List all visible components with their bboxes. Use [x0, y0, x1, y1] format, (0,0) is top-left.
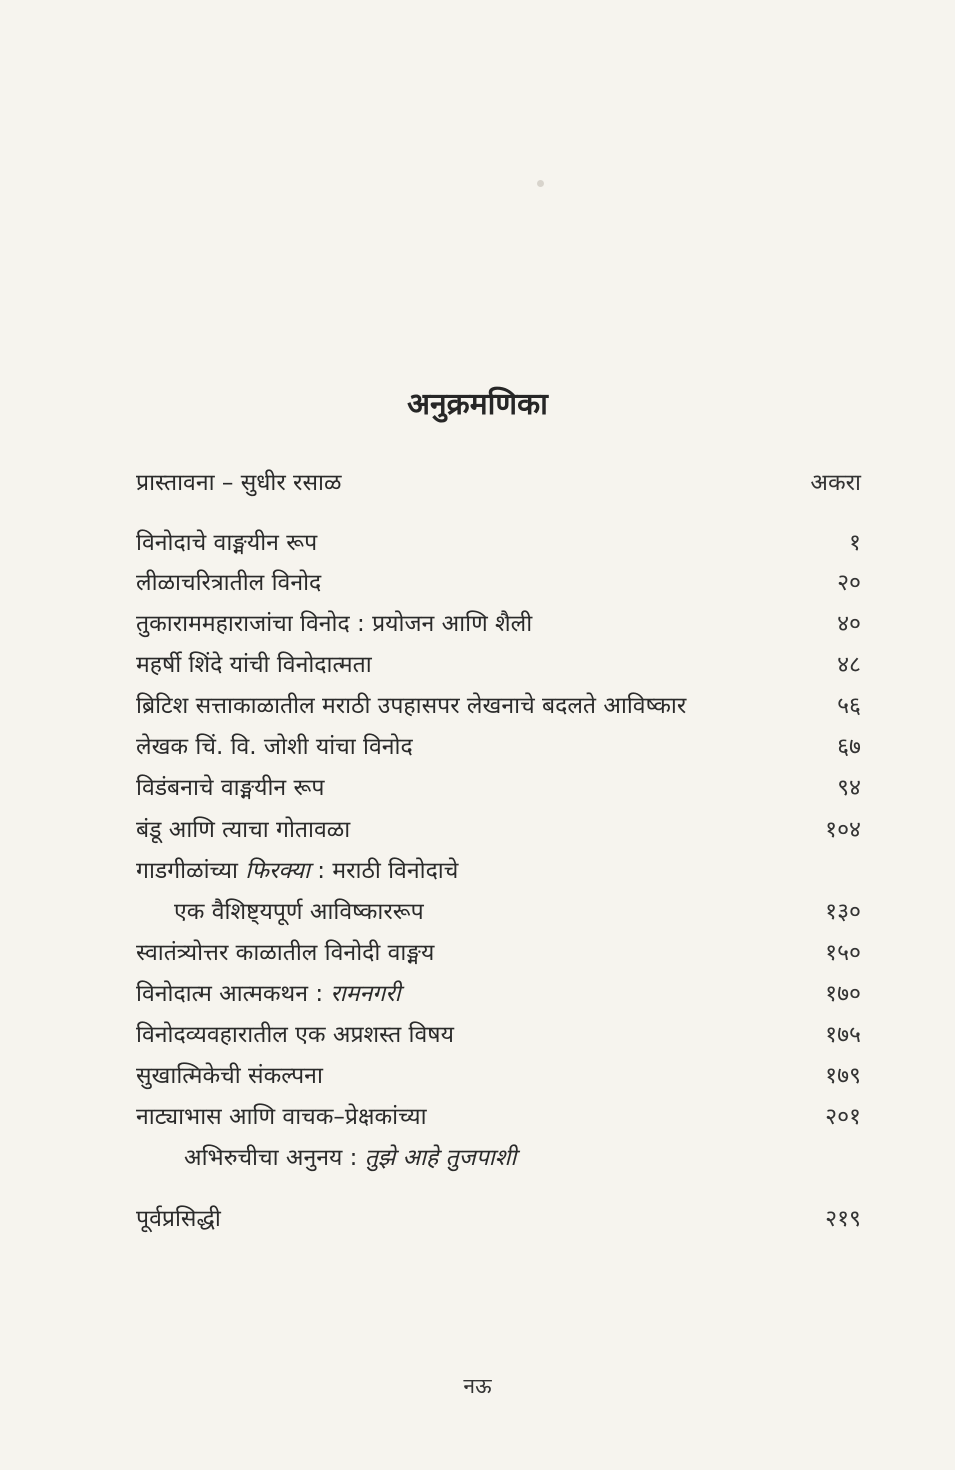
- toc-entry: [136, 727, 861, 767]
- toc-entry-preface: [136, 463, 861, 503]
- toc-entry: [136, 563, 861, 603]
- entry-page: ५६: [837, 693, 861, 719]
- page-number-footer: नऊ: [463, 1374, 492, 1398]
- entry-label-pre: गाडगीळांच्या: [136, 858, 246, 884]
- entry-label: [136, 851, 458, 891]
- entry-label: लीळाचरित्रातील विनोद: [136, 570, 322, 596]
- entry-label: लेखक चिं. वि. जोशी यांचा विनोद: [136, 734, 413, 760]
- entry-page: अकरा: [810, 470, 861, 496]
- toc-entry: [136, 1015, 861, 1055]
- entry-page: २०१: [825, 1104, 861, 1130]
- entry-label: सुखात्मिकेची संकल्पना: [136, 1063, 323, 1089]
- toc-entry: [136, 810, 861, 850]
- toc-entry-natya-line1: [136, 1097, 861, 1137]
- toc-entry: [136, 604, 861, 644]
- page-title: अनुक्रमणिका: [407, 387, 548, 422]
- entry-page: १७५: [825, 1022, 861, 1048]
- entry-label: एक वैशिष्ट्यपूर्ण आविष्काररूप: [174, 899, 424, 925]
- entry-label-pre: विनोदात्म आत्मकथन :: [136, 981, 331, 1007]
- entry-label: ब्रिटिश सत्ताकाळातील मराठी उपहासपर लेखनाचे बदलते आविष्कार: [136, 693, 687, 719]
- entry-label-pre: अभिरुचीचा अनुनय :: [184, 1145, 365, 1171]
- entry-page: १०४: [825, 817, 861, 843]
- toc-entry: [136, 523, 861, 563]
- entry-page: २१९: [825, 1206, 861, 1232]
- entry-label: तुकाराममहाराजांचा विनोद : प्रयोजन आणि शैली: [136, 611, 533, 637]
- entry-label-italic: रामनगरी: [330, 981, 401, 1007]
- toc-entry: [136, 933, 861, 973]
- toc-entry-ramnagari: [136, 974, 861, 1014]
- entry-label: प्रास्तावना – सुधीर रसाळ: [136, 470, 342, 496]
- entry-label: विडंबनाचे वाङ्मयीन रूप: [136, 775, 325, 801]
- entry-page: २०: [837, 570, 861, 596]
- paper-smudge: [537, 180, 544, 187]
- entry-page: १७९: [825, 1063, 861, 1089]
- toc-entry: [136, 686, 861, 726]
- entry-label: विनोदाचे वाङ्मयीन रूप: [136, 530, 318, 556]
- entry-page: ६७: [837, 734, 861, 760]
- entry-label: विनोदव्यवहारातील एक अप्रशस्त विषय: [136, 1022, 454, 1048]
- entry-label-italic: तुझे आहे तुजपाशी: [364, 1145, 517, 1171]
- toc-entry: [136, 768, 861, 808]
- entry-label: [136, 974, 401, 1014]
- entry-label: [184, 1138, 516, 1178]
- entry-page: १५०: [825, 940, 861, 966]
- entry-page: १: [849, 530, 861, 556]
- toc-entry: [136, 645, 861, 685]
- toc-entry-natya-line2: [136, 1138, 861, 1178]
- entry-page: ४०: [837, 611, 861, 637]
- entry-label: नाट्याभास आणि वाचक–प्रेक्षकांच्या: [136, 1104, 427, 1130]
- entry-label: बंडू आणि त्याचा गोतावळा: [136, 817, 351, 843]
- entry-label-post: : मराठी विनोदाचे: [309, 858, 459, 884]
- entry-label-italic: फिरक्या: [245, 858, 310, 884]
- toc-entry-prior-publication: [136, 1199, 861, 1239]
- entry-page: १७०: [825, 981, 861, 1007]
- entry-label: स्वातंत्र्योत्तर काळातील विनोदी वाङ्मय: [136, 940, 435, 966]
- entry-label: पूर्वप्रसिद्धी: [136, 1206, 221, 1232]
- toc-entry: [136, 1056, 861, 1096]
- entry-page: १३०: [825, 899, 861, 925]
- entry-page: ९४: [837, 775, 861, 801]
- toc-entry-gadgil-line1: [136, 851, 861, 891]
- entry-label: महर्षी शिंदे यांची विनोदात्मता: [136, 652, 372, 678]
- entry-page: ४८: [837, 652, 861, 678]
- toc-entry-gadgil-line2: [136, 892, 861, 932]
